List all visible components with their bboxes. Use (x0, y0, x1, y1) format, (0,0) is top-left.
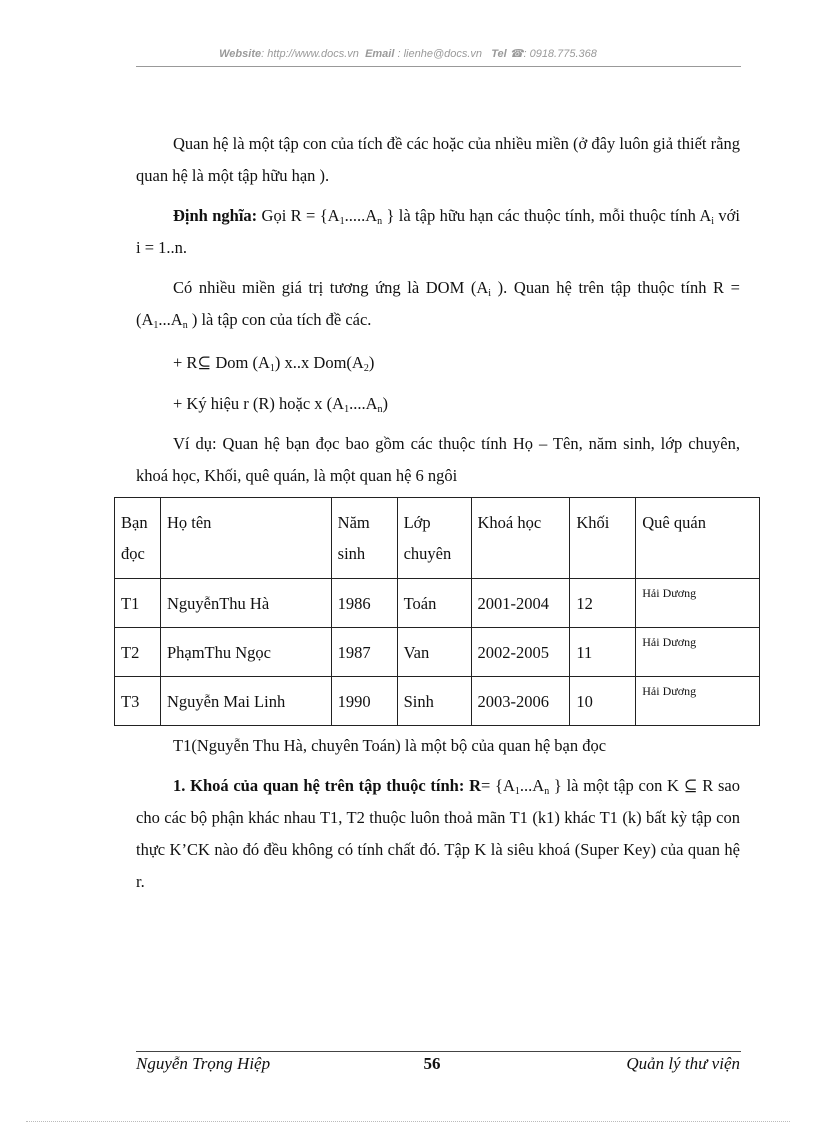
page-number: 56 (423, 1054, 441, 1073)
website-label: Website (219, 48, 262, 60)
table-row (115, 677, 760, 726)
table-header-cell: Năm sinh (331, 498, 397, 579)
email-value: : lienhe@docs.vn (397, 48, 483, 60)
table-cell: 12 (570, 579, 636, 628)
page-bottom-border (26, 1121, 790, 1122)
header-divider (136, 66, 741, 67)
table-cell: Nguyễn Mai Linh (160, 677, 331, 726)
paragraph-key: 1. Khoá của quan hệ trên tập thuộc tính: $R= \{A_1...A_n$ } là một tập con K ⊆ R sao cho các bộ phận khác nhau T1, T2 thuộc luôn thoả mãn T1 (k1) khác T1 (k) bất kỳ tập con thực K’CK nào đó đều không có tính chất đó. Tập K là siêu khoá (Super Key) của quan hệ r. (136, 776, 740, 891)
paragraph-definition: Định nghĩa: Gọi $R = \{A_1.....A_n$ } là tập hữu hạn các thuộc tính, mỗi thuộc tính $A_i$ với i = 1..n. (136, 206, 740, 257)
tel-label: Tel (491, 48, 507, 60)
tel-value: : 0918.775.368 (523, 48, 597, 60)
table-cell: 1986 (331, 579, 397, 628)
table-cell: 1987 (331, 628, 397, 677)
table-cell: PhạmThu Ngọc (160, 628, 331, 677)
table-cell: 10 (570, 677, 636, 726)
table-header-row (115, 498, 760, 579)
page-header (0, 47, 816, 60)
table-cell: Van (397, 628, 471, 677)
table-cell: Hải Dương (636, 628, 760, 677)
table-cell: 1990 (331, 677, 397, 726)
table-header-cell: Lớp chuyên (397, 498, 471, 579)
reader-table (114, 497, 760, 726)
table-row (115, 579, 760, 628)
table-header-cell: Khối (570, 498, 636, 579)
phone-icon: ☎ (509, 48, 524, 60)
table-cell: Toán (397, 579, 471, 628)
table-cell: Hải Dương (636, 579, 760, 628)
tuple-note: T1(Nguyễn Thu Hà, chuyên Toán) là một bộ của quan hệ bạn đọc (173, 736, 607, 755)
rule-notation: + Ký hiệu r (R) hoặc x $(A_1....A_n)$ (173, 394, 388, 415)
table-cell: T3 (115, 677, 161, 726)
footer-author: Nguyễn Trọng Hiệp (136, 1054, 271, 1073)
footer-divider (136, 1051, 741, 1052)
table-header-cell: Họ tên (160, 498, 331, 579)
table-cell: Hải Dương (636, 677, 760, 726)
rule-subset: + R⊆ Dom $(A_1)$ x..x $Dom(A_2)$ (173, 353, 375, 374)
footer-title: Quản lý thư viện (626, 1054, 740, 1073)
table-header-cell: Quê quán (636, 498, 760, 579)
table-cell: 2002-2005 (471, 628, 570, 677)
table-header-cell: Bạn đọc (115, 498, 161, 579)
table-cell: 2003-2006 (471, 677, 570, 726)
intro-text: Quan hệ là một tập con của tích đề các hoặc của nhiều miền (ở đây luôn giả thiết rằng quan hệ là một tập hữu hạn ). (136, 134, 740, 185)
definition-title: Định nghĩa: (173, 206, 258, 225)
table-cell: 11 (570, 628, 636, 677)
paragraph-intro (136, 128, 740, 192)
paragraph-example (136, 428, 740, 492)
email-label: Email (365, 48, 395, 60)
website-value: : http://www.docs.vn (261, 48, 359, 60)
key-title: 1. Khoá của quan hệ trên tập thuộc tính: R (173, 776, 482, 795)
table-cell: Sinh (397, 677, 471, 726)
table-cell: NguyễnThu Hà (160, 579, 331, 628)
paragraph-domain: Có nhiều miền giá trị tương ứng là DOM ($A_i$ ). Quan hệ trên tập thuộc tính $R = (A_1...A_n$ ) là tập con của tích đề các. (136, 278, 740, 331)
table-cell: T1 (115, 579, 161, 628)
example-text: Ví dụ: Quan hệ bạn đọc bao gồm các thuộc tính Họ – Tên, năm sinh, lớp chuyên, khoá học, Khối, quê quán, là một quan hệ 6 ngôi (136, 434, 740, 485)
table-row (115, 628, 760, 677)
table-cell: 2001-2004 (471, 579, 570, 628)
table-header-cell: Khoá học (471, 498, 570, 579)
table-cell: T2 (115, 628, 161, 677)
